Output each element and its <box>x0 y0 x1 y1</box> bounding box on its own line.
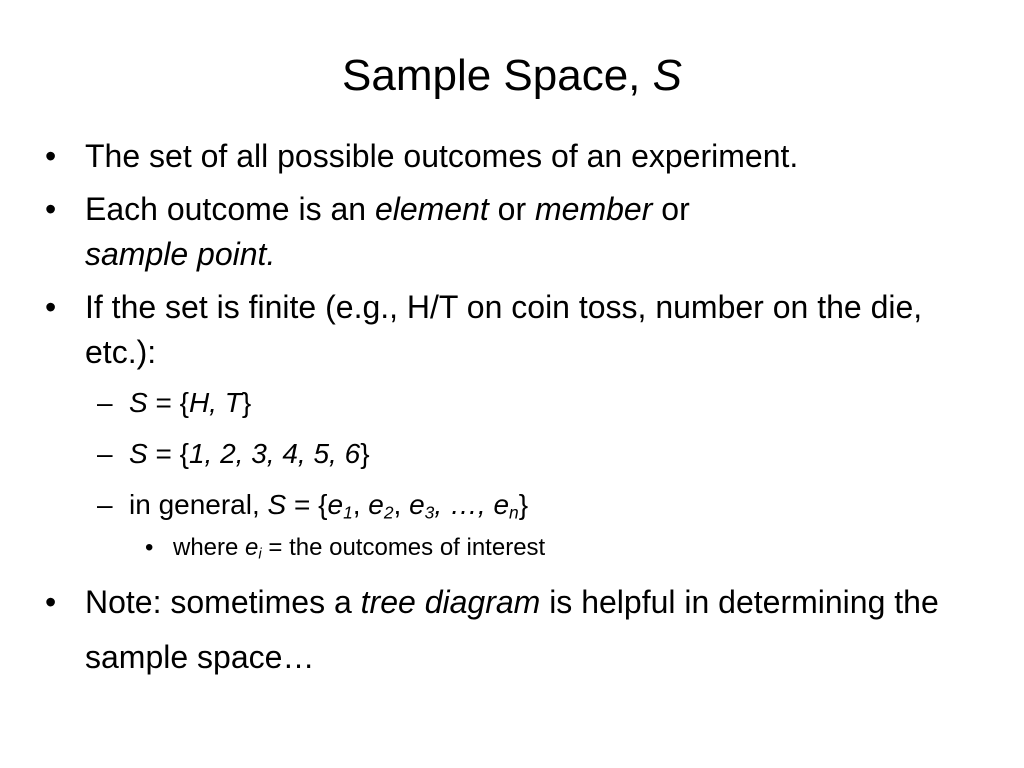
element-e3: e <box>409 489 425 520</box>
bullet-text-part: or <box>652 191 690 227</box>
note-text-part: is helpful in determining the sample space… <box>85 584 939 675</box>
slide-title <box>0 44 1024 108</box>
bullet-item-note <box>45 575 995 685</box>
sub-sub-bullet-where <box>45 533 995 563</box>
equals-brace: = { <box>147 387 189 418</box>
set-symbol: S <box>129 438 148 469</box>
where-text: where <box>173 534 246 561</box>
close-brace: } <box>360 438 370 469</box>
bullet-text: The set of all possible outcomes of an experiment. <box>85 138 799 174</box>
sub-bullet-die <box>45 434 995 474</box>
set-symbol: S <box>267 489 287 520</box>
general-prefix: in general, <box>129 489 268 520</box>
element-ei: e <box>245 534 259 561</box>
bullet-text-part: Each outcome is an <box>85 191 375 227</box>
subscript-1: 1 <box>343 502 353 523</box>
bullet-marker: • <box>45 289 57 325</box>
bullet-marker: • <box>45 584 57 620</box>
element-e2: e <box>368 489 384 520</box>
bullet-marker: • <box>145 534 154 561</box>
bullet-item-finite-set <box>45 285 995 375</box>
emphasis-sample-point: sample point. <box>85 236 276 272</box>
separator: , <box>393 489 410 520</box>
set-symbol: S <box>129 387 148 418</box>
emphasis-tree-diagram: tree diagram <box>360 584 541 620</box>
equals-brace: = { <box>147 438 189 469</box>
subscript-n: n <box>509 502 519 523</box>
element-e1: e <box>327 489 344 520</box>
set-values: 1, 2, 3, 4, 5, 6 <box>188 438 361 469</box>
dash-marker: – <box>97 387 113 418</box>
close-brace: } <box>241 387 252 418</box>
subscript-2: 2 <box>383 502 394 523</box>
element-en: e <box>493 489 510 520</box>
bullet-item-definition <box>45 134 995 179</box>
subscript-3: 3 <box>424 502 435 523</box>
set-values: H, T <box>188 387 242 418</box>
title-symbol: S <box>652 51 682 100</box>
dash-marker: – <box>97 438 113 469</box>
bullet-text-part: or <box>488 191 536 227</box>
where-definition: = the outcomes of interest <box>261 534 546 561</box>
equals-brace: = { <box>286 489 328 520</box>
slide-content <box>45 134 995 693</box>
sub-bullet-coin <box>45 383 995 423</box>
sub-bullet-general <box>45 485 995 525</box>
separator: , <box>352 489 369 520</box>
bullet-marker: • <box>45 138 57 174</box>
emphasis-element: element <box>374 191 489 227</box>
title-text: Sample Space, <box>342 51 653 100</box>
emphasis-member: member <box>535 191 653 227</box>
dash-marker: – <box>97 489 113 520</box>
bullet-item-outcome <box>45 187 995 277</box>
note-text-part: Note: sometimes a <box>85 584 361 620</box>
ellipsis: , …, <box>434 489 494 520</box>
close-brace: } <box>518 489 529 520</box>
bullet-text: If the set is finite (e.g., H/T on coin toss, number on the die, etc.): <box>85 289 923 370</box>
subscript-i: i <box>258 546 262 563</box>
bullet-marker: • <box>45 191 57 227</box>
